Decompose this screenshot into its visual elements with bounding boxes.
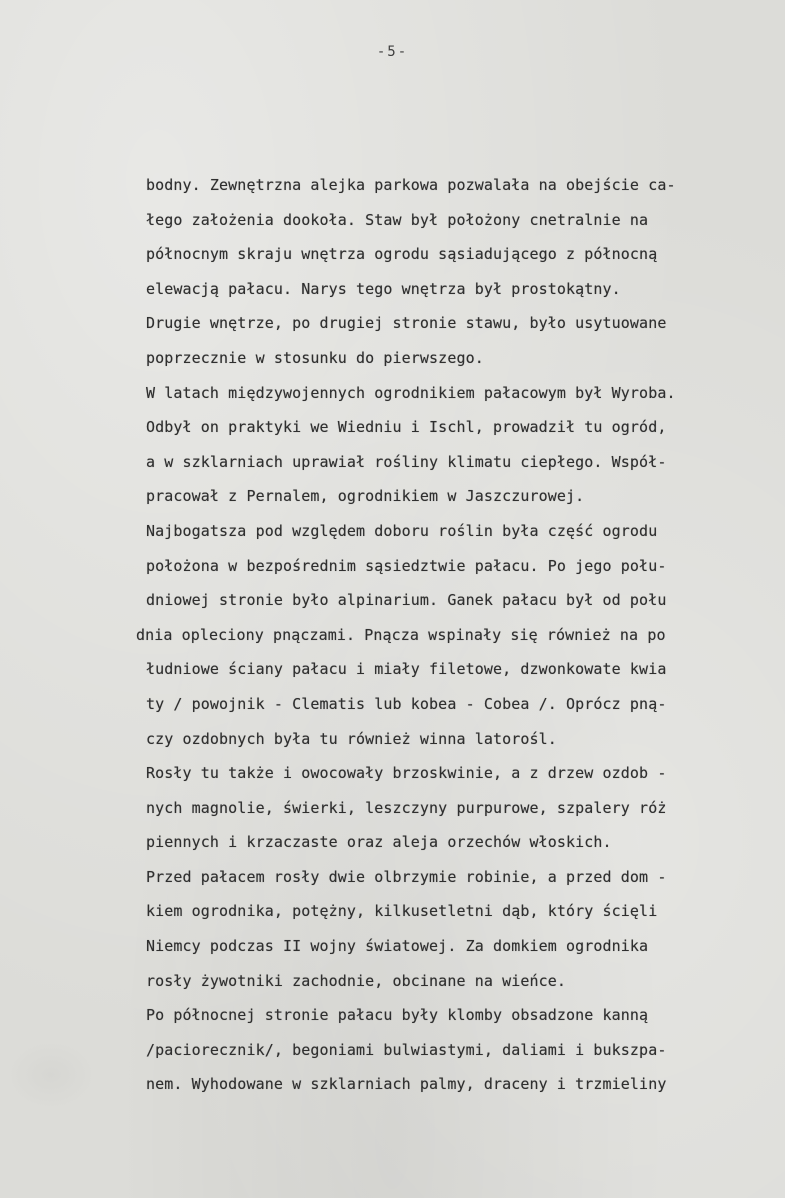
text-line: poprzecznie w stosunku do pierwszego. [146, 348, 484, 367]
text-line: pracował z Pernalem, ogrodnikiem w Jaszczurowej. [146, 487, 585, 506]
text-line: nem. Wyhodowane w szklarniach palmy, draceny i trzmieliny [146, 1075, 667, 1094]
text-line: Rosły tu także i owocowały brzoskwinie, a z drzew ozdob - [146, 764, 667, 783]
text-line: Przed pałacem rosły dwie olbrzymie robinie, a przed dom - [146, 867, 667, 886]
text-line: Drugie wnętrze, po drugiej stronie stawu, było usytuowane [146, 314, 667, 333]
text-line: /paciorecznik/, begoniami bulwiastymi, daliami i bukszpa- [146, 1040, 667, 1059]
text-line: nych magnolie, świerki, leszczyny purpurowe, szpalery róż [146, 798, 667, 817]
text-line: północnym skraju wnętrza ogrodu sąsiadującego z północną [146, 245, 658, 264]
text-line: łego założenia dookoła. Staw był położony cnetralnie na [146, 210, 649, 229]
text-line: bodny. Zewnętrzna alejka parkowa pozwalała na obejście ca- [146, 176, 676, 194]
text-line: rosły żywotniki zachodnie, obcinane na wieńce. [146, 971, 567, 990]
text-line: Po północnej stronie pałacu były klomby obsadzone kanną [146, 1006, 649, 1025]
text-line: dnia opleciony pnączami. Pnącza wspinały się również na po [136, 625, 666, 644]
text-line: czy ozdobnych była tu również winna latorośl. [146, 729, 557, 748]
text-line: dniowej stronie było alpinarium. Ganek pałacu był od połu [146, 591, 667, 610]
text-line: elewacją pałacu. Narys tego wnętrza był prostokątny. [146, 279, 621, 298]
text-line: piennych i krzaczaste oraz aleja orzechów włoskich. [146, 833, 612, 852]
text-line: a w szklarniach uprawiał rośliny klimatu ciepłego. Współ- [146, 452, 667, 471]
text-line: położona w bezpośrednim sąsiedztwie pałacu. Po jego połu- [146, 556, 667, 575]
text-line: W latach międzywojennych ogrodnikiem pałacowym był Wyroba. [146, 383, 676, 402]
text-line: Odbył on praktyki we Wiedniu i Ischl, prowadził tu ogród, [146, 418, 667, 437]
text-line: kiem ogrodnika, potężny, kilkusetletni dąb, który ścięli [146, 902, 658, 921]
text-line: Niemcy podczas II wojny światowej. Za domkiem ogrodnika [146, 937, 649, 956]
paper-smudge [6, 1040, 96, 1110]
page-number: -5- [376, 44, 409, 60]
text-line: Najbogatsza pod względem doboru roślin była część ogrodu [146, 521, 658, 540]
text-line: ty / powojnik - Clematis lub kobea - Cobea /. Oprócz pną- [146, 694, 667, 713]
text-line: łudniowe ściany pałacu i miały filetowe, dzwonkowate kwia [146, 660, 667, 679]
body-text [136, 168, 736, 1102]
